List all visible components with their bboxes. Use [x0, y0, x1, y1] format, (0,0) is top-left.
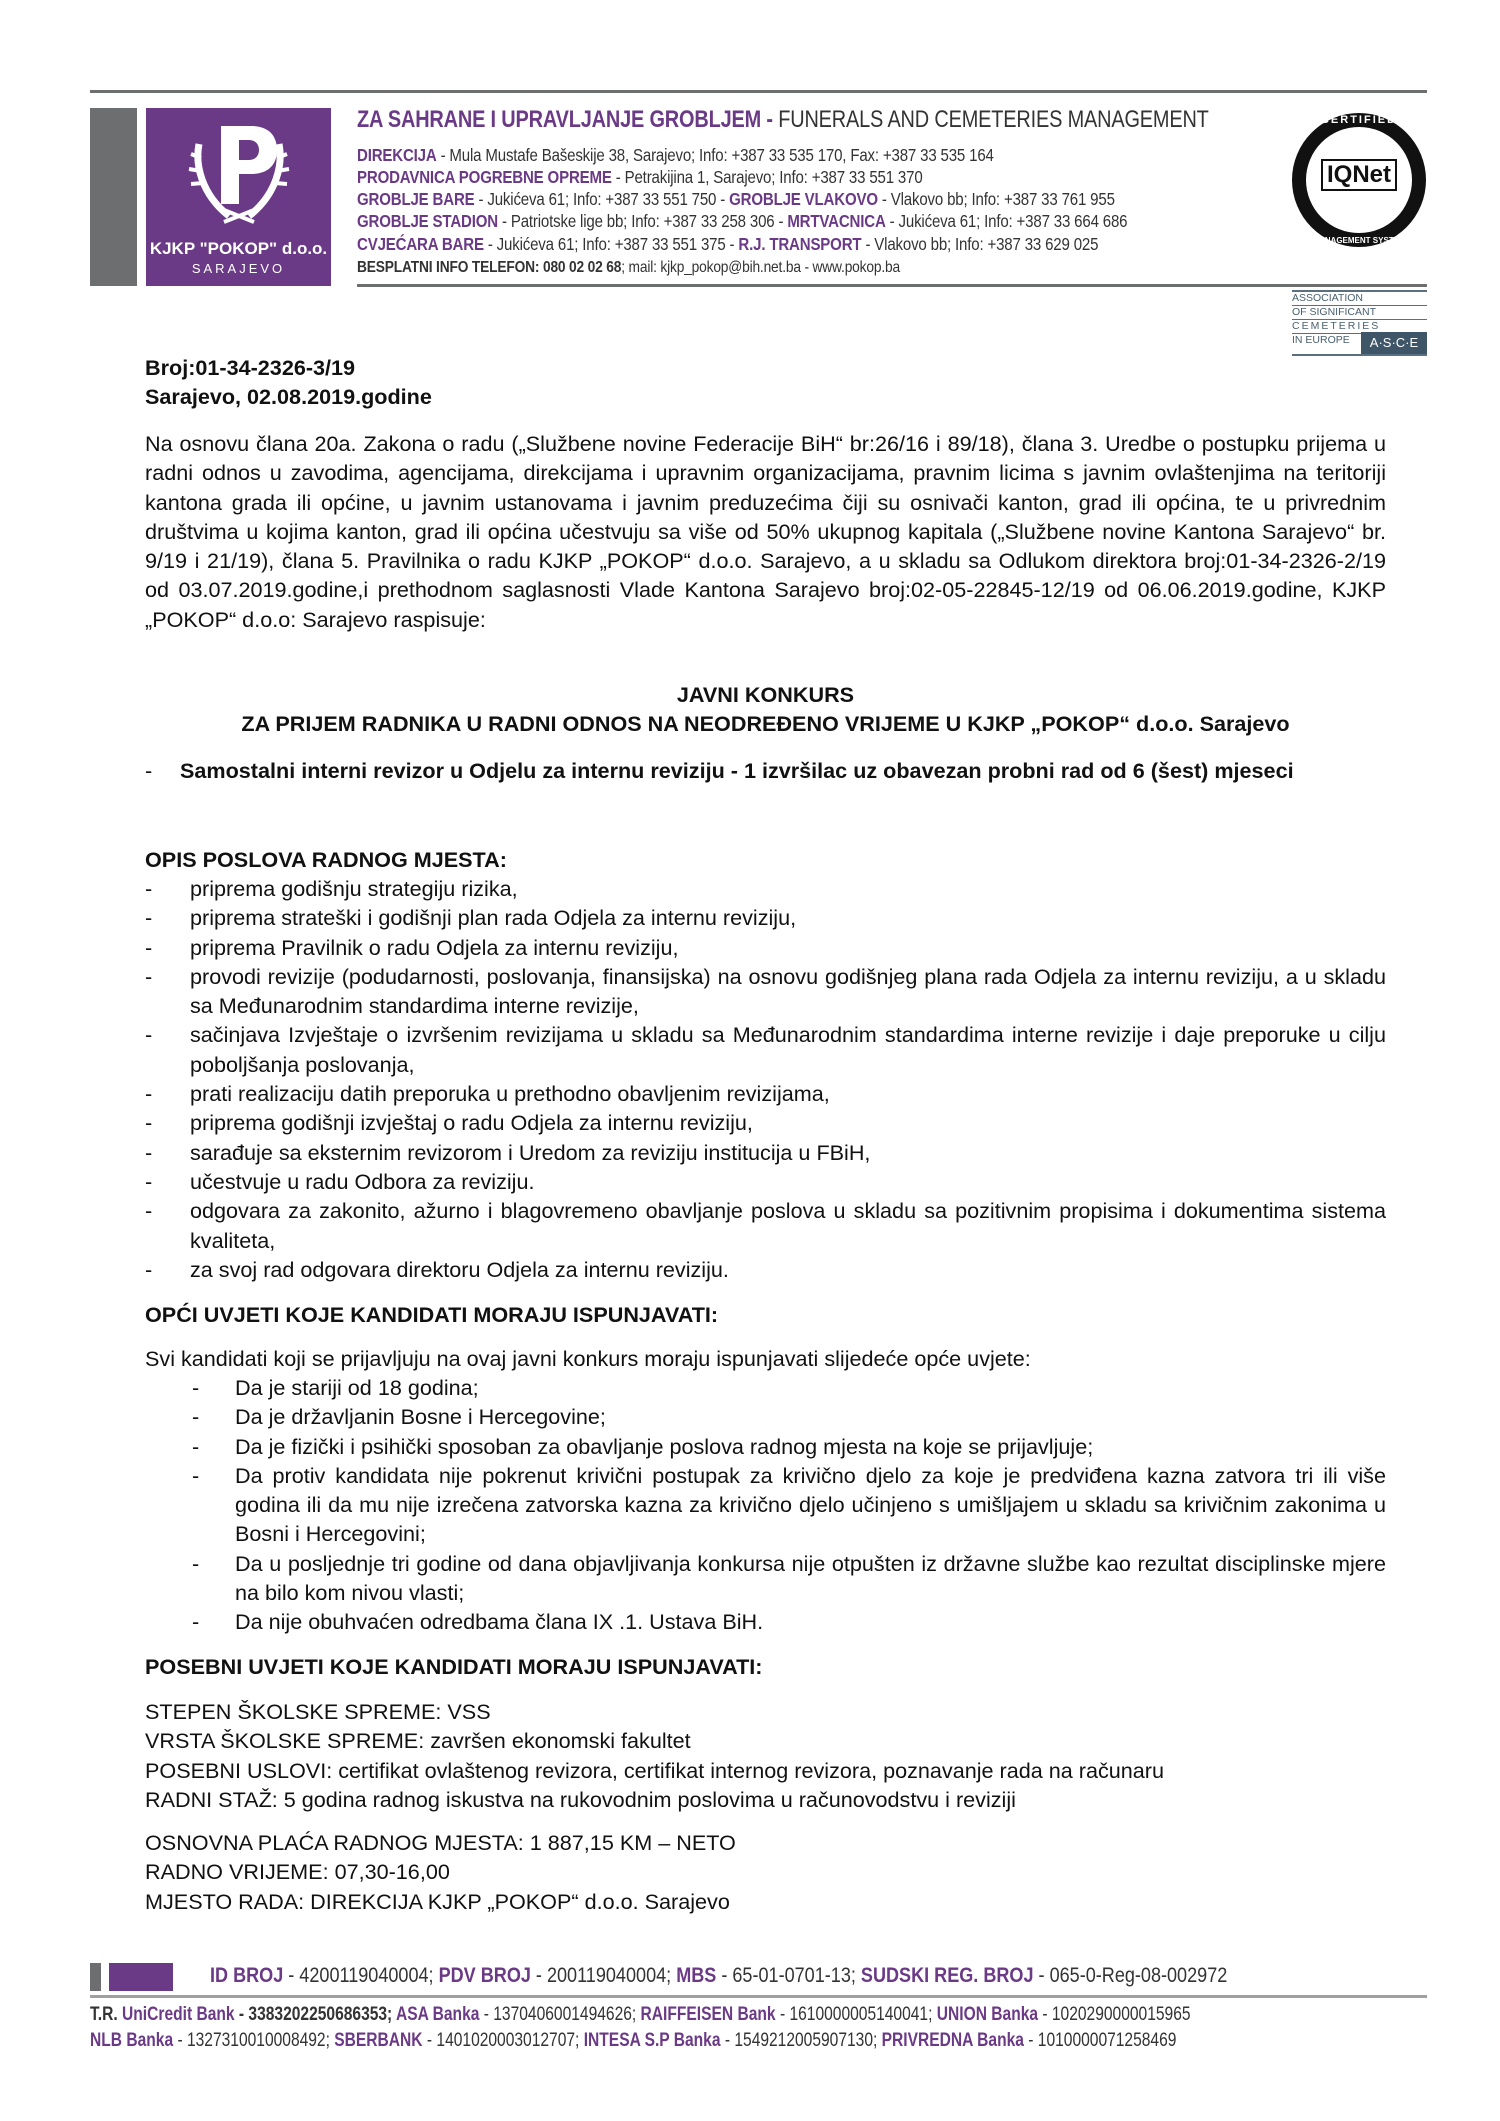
list-item: - provodi revizije (podudarnosti, poslovanja, finansijska) na osnovu godišnjeg plana rada Odjela za internu reviziju, a u skladu sa Međunarodnim standardima interne revizije, [145, 963, 1386, 1019]
position-title: Samostalni interni revizor u Odjelu za internu reviziju - 1 izvršilac uz obavezan probni rad od 6 (šest) mjeseci [180, 758, 1294, 783]
asce-line: ASSOCIATION [1292, 292, 1427, 306]
bank-account: - 1010000071258469 [1023, 2030, 1177, 2051]
duty-text: odgovara za zakonito, ažurno i blagovremeno obavljanje poslova u skladu sa pozitivnim propisima i dokumentima sistema kvaliteta, [190, 1198, 1386, 1253]
free-phone: BESPLATNI INFO TELEFON: 080 02 02 68 [357, 259, 622, 276]
asce-logo [1292, 290, 1427, 356]
duties-list [145, 874, 1386, 1284]
working-hours: RADNO VRIJEME: 07,30-16,00 [145, 1859, 450, 1885]
id-label: SUDSKI REG. BROJ [860, 1964, 1034, 1987]
condition-text: Da protiv kandidata nije pokrenut krivični postupak za krivično djelo za koje je predviđena kazna zatvora tri ili više godina ili da mu nije izrečena zatvorska kazna za krivično djelo učinjeno s umišljajem u skladu sa krivičnim zakonima u Bosni i Hercegovini; [235, 1462, 1386, 1547]
list-item: - za svoj rad odgovara direktoru Odjela za internu reviziju. [145, 1256, 729, 1282]
id-value: - 200119040004; [530, 1964, 677, 1987]
letterhead-line [357, 189, 1115, 210]
bank-name: UniCredit Bank [122, 2004, 235, 2025]
special-condition: STEPEN ŠKOLSKE SPREME: VSS [145, 1699, 491, 1724]
unit-label: GROBLJE STADION [357, 211, 498, 231]
intro-paragraph: Na osnovu člana 20a. Zakona o radu („Službene novine Federacije BiH“ br:26/16 i 89/18), člana 3. Uredbe o postupku prijema u radni odnos u zavodima, agencijama, direkcijama i upravnim organizacijama, pravnim licima s javnim ovlaštenjima na teritoriji kantona grada ili općine, u javnim ustanovama i javnim preduzećima čiji su osnivači kanton, grad ili općina, te u privrednim društvima u kojima kanton, grad ili općina učestvuju sa više od 50% ukupnog kapitala („Službene novine Kantona Sarajevo“ br. 9/19 i 21/19), člana 5. Pravilnika o radu KJKP „POKOP“ d.o.o. Sarajevo, a u skladu sa Odlukom direktora broj:01-34-2326-2/19 od 03.07.2019.godine,i prethodnom saglasnosti Vlade Kantona Sarajevo broj:02-05-22845-12/19 od 06.06.2019.godine, KJKP „POKOP“ d.o.o: Sarajevo raspisuje: [145, 431, 1386, 632]
duty-text: za svoj rad odgovara direktoru Odjela za internu reviziju. [190, 1256, 729, 1282]
duty-text: priprema Pravilnik o radu Odjela za internu reviziju, [190, 934, 679, 960]
list-item: - Da je fizički i psihički sposoban za obavljanje poslova radnog mjesta na koje se prijavljuje; [192, 1433, 1094, 1459]
unit-label: DIREKCIJA [357, 145, 437, 165]
bank-name: ASA Banka [396, 2004, 480, 2025]
duty-text: provodi revizije (podudarnosti, poslovanja, finansijska) na osnovu godišnjeg plana rada Odjela za internu reviziju, a u skladu sa Međunarodnim standardima interne revizije, [190, 963, 1386, 1019]
special-conditions [145, 1697, 1386, 1814]
letterhead-line [357, 145, 994, 166]
list-item: - sarađuje sa eksternim revizorom i Uredom za reviziju institucija u FBiH, [145, 1139, 871, 1165]
condition-text: Da je fizički i psihički sposoban za obavljanje poslova radnog mjesta na koje se prijavljuje; [235, 1433, 1094, 1459]
duty-text: priprema godišnju strategiju rizika, [190, 876, 518, 901]
duty-text: prati realizaciju datih preporuka u prethodno obavljenim revizijama, [190, 1081, 830, 1107]
footer-rule [90, 1995, 1427, 1998]
footer-banks-row-1 [90, 2004, 1191, 2026]
list-item: - priprema Pravilnik o radu Odjela za internu reviziju, [145, 934, 679, 960]
id-label: MBS [676, 1964, 717, 1987]
list-item: - odgovara za zakonito, ažurno i blagovremeno obavljanje poslova u skladu sa pozitivnim propisima i dokumentima sistema kvaliteta, [145, 1198, 1386, 1253]
duty-text: sarađuje sa eksternim revizorom i Uredom za reviziju institucija u FBiH, [190, 1139, 871, 1165]
list-item: - priprema godišnju strategiju rizika, [145, 876, 518, 901]
bank-name: SBERBANK [334, 2030, 423, 2051]
asce-line: CEMETERIES [1292, 320, 1427, 334]
list-item: - priprema strateški i godišnji plan rada Odjela za internu reviziju, [145, 905, 797, 931]
bank-account: - 1370406001494626; [479, 2004, 641, 2025]
salary: OSNOVNA PLAĆA RADNOG MJESTA: 1 887,15 KM – NETO [145, 1830, 736, 1855]
unit-label: GROBLJE VLAKOVO [729, 189, 878, 209]
general-conditions-title: OPĆI UVJETI KOJE KANDIDATI MORAJU ISPUNJAVATI: [145, 1302, 719, 1327]
iqnet-cert-badge [1292, 113, 1426, 247]
bank-account: - 3383202250686353; [234, 2004, 397, 2025]
special-conditions-title: POSEBNI UVJETI KOJE KANDIDATI MORAJU ISPUNJAVATI: [145, 1654, 763, 1679]
duties-title: OPIS POSLOVA RADNOG MJESTA: [145, 847, 507, 872]
document-reference [145, 353, 1386, 412]
unit-label: PRODAVNICA POGREBNE OPREME [357, 167, 612, 187]
bank-account: - 1401020003012707; [422, 2030, 584, 2051]
cert-brand: IQNet [1321, 159, 1397, 191]
unit-info: - Petrakijina 1, Sarajevo; Info: +387 33 551 370 [611, 167, 923, 187]
heading-title: JAVNI KONKURS [676, 682, 855, 707]
list-item: - prati realizaciju datih preporuka u prethodno obavljenim revizijama, [145, 1081, 830, 1107]
unit-label: R.J. TRANSPORT [738, 234, 862, 254]
list-item: - sačinjava Izvještaje o izvršenim revizijama u skladu sa Međunarodnim standardima interne revizije i daje preporuke u cilju poboljšanja poslovanja, [145, 1022, 1386, 1077]
gray-bar [90, 108, 137, 286]
condition-text: Da je stariji od 18 godina; [235, 1375, 479, 1400]
bank-account: - 1020290000015965 [1038, 2004, 1191, 2025]
unit-info: - Jukićeva 61; Info: +387 33 551 375 - [483, 234, 739, 254]
condition-text: Da je državljanin Bosne i Hercegovine; [235, 1404, 606, 1430]
bank-account: - 1327310010008492; [173, 2030, 335, 2051]
position-item [145, 756, 1386, 785]
pokop-emblem-icon [179, 114, 299, 234]
logo-company-name: KJKP "POKOP" d.o.o. [149, 239, 328, 258]
bank-account: - 1549212005907130; [720, 2030, 882, 2051]
list-item: - Da protiv kandidata nije pokrenut krivični postupak za krivično djelo za koje je predviđena kazna zatvora tri ili više godina ili da mu nije izrečena zatvorska kazna za krivično djelo učinjeno s umišljajem u skladu sa krivičnim zakonima u Bosni i Hercegovini; [192, 1462, 1386, 1547]
list-item: - priprema godišnji izvještaj o radu Odjela za internu reviziju, [145, 1110, 753, 1136]
condition-text: Da nije obuhvaćen odredbama člana IX .1. Ustava BiH. [235, 1609, 764, 1635]
asce-mark: A·S·C·E [1361, 332, 1427, 354]
logo-city: SARAJEVO [191, 261, 286, 276]
id-value: - 4200119040004; [283, 1964, 439, 1987]
letterhead-contact [357, 259, 900, 277]
unit-info: - Mula Mustafe Bašeskije 38, Sarajevo; Info: +387 33 535 170, Fax: +387 33 535 164 [436, 145, 994, 165]
bank-name: RAIFFEISEN Bank [640, 2004, 776, 2025]
title-local: ZA SAHRANE I UPRAVLJANJE GROBLJEM - [357, 106, 773, 133]
footer-gray-block [90, 1963, 101, 1991]
list-item: - Da u posljednje tri godine od dana objavljivanja konkursa nije otpušten iz državne službe kao rezultat disciplinske mjere na bilo kom nivou vlasti; [192, 1550, 1386, 1606]
footer-ids [210, 1964, 1227, 1988]
cert-subtext: MANAGEMENT SYSTEM [1312, 236, 1406, 245]
bank-name: INTESA S.P Banka [583, 2030, 721, 2051]
unit-label: CVJEĆARA BARE [357, 234, 484, 254]
letterhead-title [357, 106, 1209, 134]
unit-info: - Vlakovo bb; Info: +387 33 761 955 [877, 189, 1115, 209]
unit-info: - Jukićeva 61; Info: +387 33 551 750 - [474, 189, 730, 209]
id-value: - 065-0-Reg-08-002972 [1033, 1964, 1228, 1987]
bank-prefix: T.R. [90, 2004, 123, 2025]
footer-purple-block [109, 1963, 173, 1991]
bank-name: PRIVREDNA Banka [881, 2030, 1024, 2051]
header-bottom-rule [357, 284, 1427, 287]
company-logo [146, 108, 331, 286]
title-english: FUNERALS AND CEMETERIES MANAGEMENT [772, 106, 1209, 133]
special-condition: POSEBNI USLOVI: certifikat ovlaštenog revizora, certifikat internog revizora, poznavanje rada na računaru [145, 1757, 1164, 1783]
unit-info: - Jukićeva 61; Info: +387 33 664 686 [885, 211, 1128, 231]
list-item: - Da nije obuhvaćen odredbama člana IX .1. Ustava BiH. [192, 1609, 764, 1635]
letterhead-line [357, 167, 923, 188]
job-info [145, 1828, 1386, 1916]
email-web: ; mail: kjkp_pokop@bih.net.ba - www.pokop.ba [621, 259, 900, 276]
duty-text: priprema godišnji izvještaj o radu Odjela za internu reviziju, [190, 1110, 753, 1136]
duty-text: priprema strateški i godišnji plan rada Odjela za internu reviziju, [190, 905, 797, 931]
dash-bullet: - [145, 758, 153, 783]
duty-text: sačinjava Izvještaje o izvršenim revizijama u skladu sa Međunarodnim standardima interne revizije i daje preporuke u cilju poboljšanja poslovanja, [190, 1022, 1386, 1077]
list-item: - Da je državljanin Bosne i Hercegovine; [192, 1404, 606, 1430]
document-number: Broj:01-34-2326-3/19 [145, 355, 356, 380]
bank-account: - 1610000005140041; [775, 2004, 937, 2025]
document-place-date: Sarajevo, 02.08.2019.godine [145, 384, 432, 410]
unit-info: - Vlakovo bb; Info: +387 33 629 025 [861, 234, 1099, 254]
letterhead-line [357, 234, 1098, 255]
asce-line: OF SIGNIFICANT [1292, 306, 1427, 320]
general-conditions-list [145, 1373, 1386, 1637]
cert-text: CERTIFIED [1320, 114, 1398, 126]
top-rule [90, 90, 1427, 93]
general-conditions-intro: Svi kandidati koji se prijavljuju na ovaj javni konkurs moraju ispunjavati slijedeće opće uvjete: [145, 1346, 1031, 1371]
unit-info: - Patriotske lige bb; Info: +387 33 258 306 - [497, 211, 788, 231]
letterhead-line [357, 211, 1127, 232]
list-item: - učestvuje u radu Odbora za reviziju. [145, 1168, 535, 1194]
bank-name: NLB Banka [90, 2030, 174, 2051]
unit-label: GROBLJE BARE [357, 189, 475, 209]
special-condition: RADNI STAŽ: 5 godina radnog iskustva na rukovodnim poslovima u računovodstvu i reviziji [145, 1786, 1016, 1812]
id-label: PDV BROJ [438, 1964, 531, 1987]
special-condition: VRSTA ŠKOLSKE SPREME: završen ekonomski fakultet [145, 1728, 691, 1754]
duty-text: učestvuje u radu Odbora za reviziju. [190, 1168, 535, 1194]
bank-name: UNION Banka [936, 2004, 1039, 2025]
competition-heading [145, 680, 1386, 739]
unit-label: MRTVACNICA [787, 211, 886, 231]
id-label: ID BROJ [210, 1964, 284, 1987]
heading-subtitle: ZA PRIJEM RADNIKA U RADNI ODNOS NA NEODREĐENO VRIJEME U KJKP „POKOP“ d.o.o. Sarajevo [241, 711, 1290, 737]
footer-banks-row-2 [90, 2030, 1176, 2052]
asce-line: IN EUROPE [1292, 334, 1350, 346]
id-value: - 65-01-0701-13; [716, 1964, 861, 1987]
list-item: - Da je stariji od 18 godina; [192, 1375, 479, 1400]
work-location: MJESTO RADA: DIREKCIJA KJKP „POKOP“ d.o.o. Sarajevo [145, 1888, 730, 1914]
condition-text: Da u posljednje tri godine od dana objavljivanja konkursa nije otpušten iz državne službe kao rezultat disciplinske mjere na bilo kom nivou vlasti; [235, 1550, 1386, 1606]
